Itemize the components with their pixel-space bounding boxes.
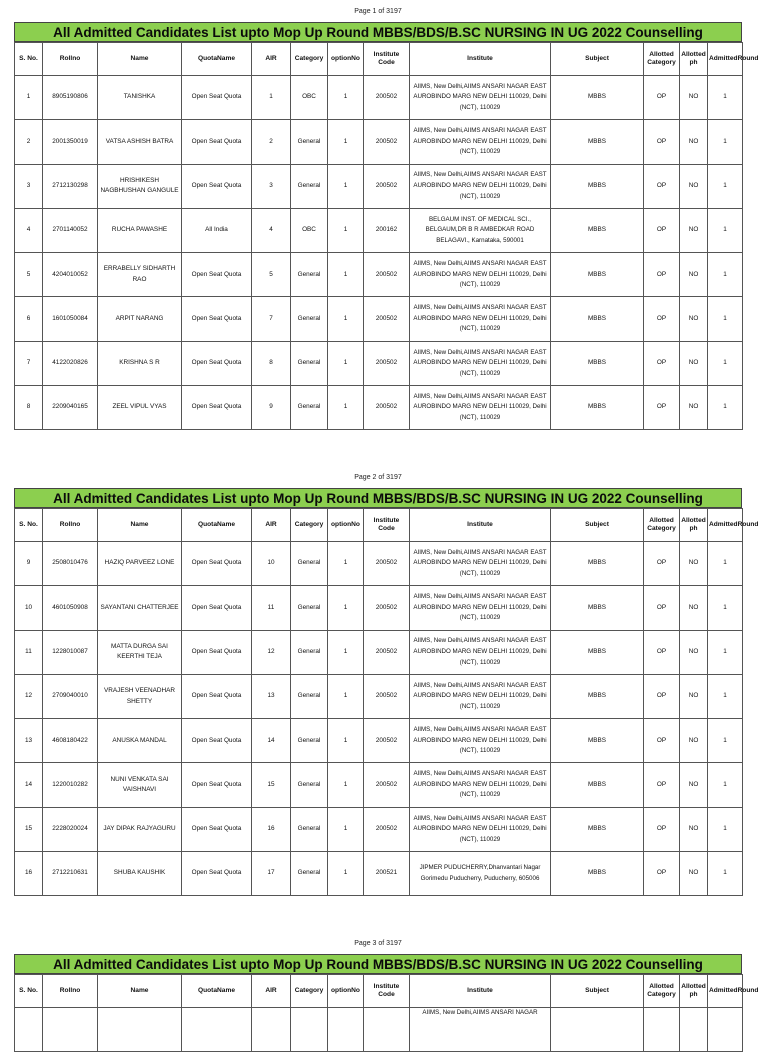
cell-subject: MBBS [551, 630, 644, 674]
cell-rollno: 2712130298 [43, 164, 98, 208]
cell-category: General [291, 674, 328, 718]
sheet [14, 954, 759, 1052]
cell-admitted-round: 1 [708, 586, 743, 630]
cell-sno: 8 [15, 386, 43, 430]
cell-air: 3 [252, 164, 291, 208]
table-row [15, 542, 743, 586]
cell-category: General [291, 164, 328, 208]
cell-sno: 2 [15, 120, 43, 164]
cell-air: 14 [252, 719, 291, 763]
cell-rollno: 2209040165 [43, 386, 98, 430]
cell-institute: AIIMS, New Delhi,AIIMS ANSARI NAGAR EAST AUROBINDO MARG NEW DELHI 110029, Delhi (NCT), 110029 [410, 719, 551, 763]
header-air: AIR [252, 509, 291, 542]
cell-quota: Open Seat Quota [182, 674, 252, 718]
cell-air: 9 [252, 386, 291, 430]
cell-subject: MBBS [551, 807, 644, 851]
cell-air: 1 [252, 76, 291, 120]
cell-subject: MBBS [551, 674, 644, 718]
cell-sno: 1 [15, 76, 43, 120]
cell-air: 7 [252, 297, 291, 341]
table-header [15, 975, 759, 1008]
cell-air: 16 [252, 807, 291, 851]
header-quota: QuotaName [182, 509, 252, 542]
cell-category: General [291, 852, 328, 896]
cell-allotted-ph: NO [680, 630, 708, 674]
table-row [15, 208, 743, 252]
header-subject: Subject [551, 43, 644, 76]
cell-allotted-ph: NO [680, 386, 708, 430]
page-title: All Admitted Candidates List upto Mop Up Round MBBS/BDS/B.SC NURSING IN UG 2022 Counselling [14, 954, 742, 974]
table-row [15, 1008, 743, 1052]
cell-option: 1 [328, 120, 364, 164]
cell-inst-code: 200502 [364, 586, 410, 630]
cell-admitted-round: 1 [708, 386, 743, 430]
cell-inst-code: 200502 [364, 297, 410, 341]
cell-allotted-ph: NO [680, 807, 708, 851]
cell-subject: MBBS [551, 386, 644, 430]
cell-option: 1 [328, 586, 364, 630]
cell-sno: 6 [15, 297, 43, 341]
header-allotted-category: Allotted Category [644, 975, 680, 1008]
cell-quota: Open Seat Quota [182, 76, 252, 120]
cell-rollno: 2001350019 [43, 120, 98, 164]
header-quota: QuotaName [182, 975, 252, 1008]
cell-option: 1 [328, 807, 364, 851]
page-title: All Admitted Candidates List upto Mop Up Round MBBS/BDS/B.SC NURSING IN UG 2022 Counselling [14, 22, 742, 42]
cell-name: KRISHNA S R [98, 341, 182, 385]
cell-category [291, 1008, 328, 1052]
cell-institute: AIIMS, New Delhi,AIIMS ANSARI NAGAR EAST AUROBINDO MARG NEW DELHI 110029, Delhi (NCT), 110029 [410, 76, 551, 120]
cell-sno: 5 [15, 253, 43, 297]
header-inst-code: Institute Code [364, 975, 410, 1008]
cell-subject: MBBS [551, 208, 644, 252]
cell-admitted-round: 1 [708, 542, 743, 586]
cell-sno: 10 [15, 586, 43, 630]
header-inst-code: Institute Code [364, 509, 410, 542]
cell-rollno: 2709040010 [43, 674, 98, 718]
header-name: Name [98, 43, 182, 76]
cell-name: ERRABELLY SIDHARTH RAO [98, 253, 182, 297]
cell-allotted-ph: NO [680, 586, 708, 630]
header-allotted-ph: Allotted ph [680, 509, 708, 542]
table-row [15, 763, 743, 807]
cell-quota: Open Seat Quota [182, 386, 252, 430]
cell-institute: AIIMS, New Delhi,AIIMS ANSARI NAGAR EAST AUROBINDO MARG NEW DELHI 110029, Delhi (NCT), 110029 [410, 763, 551, 807]
cell-institute: AIIMS, New Delhi,AIIMS ANSARI NAGAR [410, 1008, 551, 1052]
cell-allotted-category: OP [644, 852, 680, 896]
cell-allotted-ph: NO [680, 852, 708, 896]
cell-air: 8 [252, 341, 291, 385]
cell-category: General [291, 386, 328, 430]
cell-institute: AIIMS, New Delhi,AIIMS ANSARI NAGAR EAST AUROBINDO MARG NEW DELHI 110029, Delhi (NCT), 110029 [410, 630, 551, 674]
header-option: optionNo [328, 509, 364, 542]
cell-allotted-category: OP [644, 76, 680, 120]
cell-rollno: 4122020826 [43, 341, 98, 385]
header-allotted-ph: Allotted ph [680, 43, 708, 76]
cell-quota: Open Seat Quota [182, 341, 252, 385]
table-row [15, 586, 743, 630]
cell-name: SAYANTANI CHATTERJEE [98, 586, 182, 630]
cell-subject: MBBS [551, 719, 644, 763]
header-sno: S. No. [15, 975, 43, 1008]
cell-allotted-ph: NO [680, 76, 708, 120]
cell-name: TANISHKA [98, 76, 182, 120]
cell-institute: AIIMS, New Delhi,AIIMS ANSARI NAGAR EAST AUROBINDO MARG NEW DELHI 110029, Delhi (NCT), 110029 [410, 586, 551, 630]
cell-institute: AIIMS, New Delhi,AIIMS ANSARI NAGAR EAST AUROBINDO MARG NEW DELHI 110029, Delhi (NCT), 110029 [410, 120, 551, 164]
cell-allotted-ph: NO [680, 208, 708, 252]
pdf-page-3 [14, 940, 759, 1024]
header-sno: S. No. [15, 509, 43, 542]
header-subject: Subject [551, 975, 644, 1008]
cell-allotted-ph: NO [680, 763, 708, 807]
cell-institute: AIIMS, New Delhi,AIIMS ANSARI NAGAR EAST AUROBINDO MARG NEW DELHI 110029, Delhi (NCT), 110029 [410, 386, 551, 430]
table-header [15, 43, 759, 76]
cell-rollno: 2228020024 [43, 807, 98, 851]
cell-allotted-ph: NO [680, 164, 708, 208]
header-sno: S. No. [15, 43, 43, 76]
cell-subject: MBBS [551, 586, 644, 630]
cell-admitted-round: 1 [708, 120, 743, 164]
cell-rollno: 1601050084 [43, 297, 98, 341]
cell-allotted-ph: NO [680, 120, 708, 164]
table-body [15, 76, 743, 430]
header-inst-code: Institute Code [364, 43, 410, 76]
cell-quota: Open Seat Quota [182, 164, 252, 208]
cell-category: General [291, 807, 328, 851]
cell-name: VATSA ASHISH BATRA [98, 120, 182, 164]
table-row [15, 120, 743, 164]
cell-name: MATTA DURGA SAI KEERTHI TEJA [98, 630, 182, 674]
cell-option: 1 [328, 852, 364, 896]
cell-category: OBC [291, 208, 328, 252]
header-name: Name [98, 509, 182, 542]
page-label: Page 3 of 3197 [354, 940, 402, 947]
table-row [15, 297, 743, 341]
header-subject: Subject [551, 509, 644, 542]
header-rollno: Rollno [43, 975, 98, 1008]
cell-sno: 11 [15, 630, 43, 674]
cell-admitted-round: 1 [708, 76, 743, 120]
candidates-table [14, 508, 759, 896]
sheet [14, 488, 759, 896]
cell-allotted-ph: NO [680, 674, 708, 718]
page-label: Page 1 of 3197 [354, 8, 402, 15]
cell-name: HAZIQ PARVEEZ LONE [98, 542, 182, 586]
cell-quota: Open Seat Quota [182, 297, 252, 341]
cell-quota [182, 1008, 252, 1052]
cell-admitted-round: 1 [708, 674, 743, 718]
cell-institute: JIPMER PUDUCHERRY,Dhanvantari Nagar Gorimedu Puducherry, Puducherry, 605006 [410, 852, 551, 896]
cell-air: 13 [252, 674, 291, 718]
cell-category: General [291, 297, 328, 341]
cell-name [98, 1008, 182, 1052]
page-label: Page 2 of 3197 [354, 474, 402, 481]
cell-quota: All India [182, 208, 252, 252]
cell-name: ARPIT NARANG [98, 297, 182, 341]
cell-category: General [291, 719, 328, 763]
header-category: Category [291, 975, 328, 1008]
header-admitted-round: AdmittedRound [708, 975, 743, 1008]
cell-category: General [291, 542, 328, 586]
table-row [15, 341, 743, 385]
cell-option: 1 [328, 674, 364, 718]
cell-inst-code: 200162 [364, 208, 410, 252]
cell-inst-code: 200502 [364, 807, 410, 851]
cell-inst-code: 200502 [364, 386, 410, 430]
table-row [15, 164, 743, 208]
cell-air: 10 [252, 542, 291, 586]
cell-sno: 12 [15, 674, 43, 718]
cell-option [328, 1008, 364, 1052]
cell-institute: AIIMS, New Delhi,AIIMS ANSARI NAGAR EAST AUROBINDO MARG NEW DELHI 110029, Delhi (NCT), 110029 [410, 807, 551, 851]
table-row [15, 76, 743, 120]
cell-air: 12 [252, 630, 291, 674]
cell-rollno: 4204010052 [43, 253, 98, 297]
cell-quota: Open Seat Quota [182, 763, 252, 807]
cell-institute: AIIMS, New Delhi,AIIMS ANSARI NAGAR EAST AUROBINDO MARG NEW DELHI 110029, Delhi (NCT), 110029 [410, 297, 551, 341]
cell-institute: AIIMS, New Delhi,AIIMS ANSARI NAGAR EAST AUROBINDO MARG NEW DELHI 110029, Delhi (NCT), 110029 [410, 253, 551, 297]
cell-name: HRISHIKESH NAGBHUSHAN GANGULE [98, 164, 182, 208]
cell-allotted-ph: NO [680, 542, 708, 586]
cell-allotted-category: OP [644, 674, 680, 718]
cell-name: VRAJESH VEENADHAR SHETTY [98, 674, 182, 718]
header-category: Category [291, 43, 328, 76]
cell-sno: 4 [15, 208, 43, 252]
cell-option: 1 [328, 719, 364, 763]
table-row [15, 807, 743, 851]
cell-air: 11 [252, 586, 291, 630]
page-title: All Admitted Candidates List upto Mop Up Round MBBS/BDS/B.SC NURSING IN UG 2022 Counselling [14, 488, 742, 508]
cell-quota: Open Seat Quota [182, 542, 252, 586]
cell-subject: MBBS [551, 76, 644, 120]
cell-option: 1 [328, 542, 364, 586]
cell-institute: AIIMS, New Delhi,AIIMS ANSARI NAGAR EAST AUROBINDO MARG NEW DELHI 110029, Delhi (NCT), 110029 [410, 542, 551, 586]
header-rollno: Rollno [43, 43, 98, 76]
cell-subject: MBBS [551, 120, 644, 164]
cell-inst-code: 200502 [364, 763, 410, 807]
cell-allotted-category: OP [644, 386, 680, 430]
table-row [15, 253, 743, 297]
cell-category: General [291, 763, 328, 807]
cell-rollno: 2701140052 [43, 208, 98, 252]
cell-rollno: 2712210631 [43, 852, 98, 896]
cell-category: General [291, 630, 328, 674]
cell-admitted-round: 1 [708, 630, 743, 674]
cell-inst-code: 200502 [364, 674, 410, 718]
cell-inst-code: 200502 [364, 76, 410, 120]
cell-rollno: 1228010087 [43, 630, 98, 674]
cell-subject: MBBS [551, 341, 644, 385]
cell-option: 1 [328, 253, 364, 297]
cell-admitted-round: 1 [708, 208, 743, 252]
cell-allotted-category: OP [644, 763, 680, 807]
cell-subject: MBBS [551, 253, 644, 297]
cell-admitted-round: 1 [708, 763, 743, 807]
header-category: Category [291, 509, 328, 542]
cell-sno: 7 [15, 341, 43, 385]
cell-option: 1 [328, 763, 364, 807]
cell-allotted-category: OP [644, 719, 680, 763]
table-row [15, 630, 743, 674]
cell-sno: 15 [15, 807, 43, 851]
cell-admitted-round: 1 [708, 164, 743, 208]
cell-inst-code: 200502 [364, 120, 410, 164]
cell-inst-code [364, 1008, 410, 1052]
header-quota: QuotaName [182, 43, 252, 76]
cell-air: 17 [252, 852, 291, 896]
candidates-table [14, 42, 759, 430]
cell-subject: MBBS [551, 297, 644, 341]
cell-admitted-round [708, 1008, 743, 1052]
cell-quota: Open Seat Quota [182, 807, 252, 851]
cell-allotted-ph: NO [680, 253, 708, 297]
cell-air: 2 [252, 120, 291, 164]
cell-allotted-ph: NO [680, 341, 708, 385]
cell-institute: AIIMS, New Delhi,AIIMS ANSARI NAGAR EAST AUROBINDO MARG NEW DELHI 110029, Delhi (NCT), 110029 [410, 341, 551, 385]
cell-admitted-round: 1 [708, 852, 743, 896]
cell-subject: MBBS [551, 542, 644, 586]
cell-allotted-category: OP [644, 253, 680, 297]
cell-sno: 3 [15, 164, 43, 208]
cell-rollno: 4601050908 [43, 586, 98, 630]
cell-subject: MBBS [551, 852, 644, 896]
cell-rollno: 1220010282 [43, 763, 98, 807]
cell-inst-code: 200502 [364, 253, 410, 297]
cell-option: 1 [328, 630, 364, 674]
cell-admitted-round: 1 [708, 253, 743, 297]
cell-subject: MBBS [551, 164, 644, 208]
header-allotted-ph: Allotted ph [680, 975, 708, 1008]
cell-allotted-category: OP [644, 807, 680, 851]
cell-institute: BELGAUM INST. OF MEDICAL SCI., BELGAUM,DR B R AMBEDKAR ROAD BELAGAVI., Karnataka, 590001 [410, 208, 551, 252]
cell-name: ANUSKA MANDAL [98, 719, 182, 763]
cell-admitted-round: 1 [708, 297, 743, 341]
cell-air: 5 [252, 253, 291, 297]
cell-admitted-round: 1 [708, 719, 743, 763]
cell-allotted-ph: NO [680, 719, 708, 763]
cell-air: 4 [252, 208, 291, 252]
cell-inst-code: 200521 [364, 852, 410, 896]
cell-allotted-category: OP [644, 164, 680, 208]
cell-option: 1 [328, 208, 364, 252]
cell-inst-code: 200502 [364, 542, 410, 586]
cell-rollno [43, 1008, 98, 1052]
cell-quota: Open Seat Quota [182, 719, 252, 763]
cell-quota: Open Seat Quota [182, 120, 252, 164]
header-allotted-category: Allotted Category [644, 509, 680, 542]
cell-rollno: 4608180422 [43, 719, 98, 763]
cell-name: ZEEL VIPUL VYAS [98, 386, 182, 430]
table-row [15, 719, 743, 763]
cell-quota: Open Seat Quota [182, 852, 252, 896]
sheet [14, 22, 759, 430]
cell-allotted-category: OP [644, 341, 680, 385]
table-row [15, 674, 743, 718]
cell-option: 1 [328, 297, 364, 341]
header-air: AIR [252, 43, 291, 76]
cell-allotted-category: OP [644, 630, 680, 674]
cell-subject: MBBS [551, 763, 644, 807]
cell-admitted-round: 1 [708, 807, 743, 851]
cell-inst-code: 200502 [364, 164, 410, 208]
cell-allotted-category: OP [644, 120, 680, 164]
cell-quota: Open Seat Quota [182, 253, 252, 297]
table-row [15, 852, 743, 896]
cell-quota: Open Seat Quota [182, 586, 252, 630]
cell-sno: 13 [15, 719, 43, 763]
cell-admitted-round: 1 [708, 341, 743, 385]
header-name: Name [98, 975, 182, 1008]
cell-inst-code: 200502 [364, 341, 410, 385]
header-air: AIR [252, 975, 291, 1008]
cell-air [252, 1008, 291, 1052]
cell-option: 1 [328, 76, 364, 120]
cell-category: General [291, 586, 328, 630]
cell-sno: 14 [15, 763, 43, 807]
cell-institute: AIIMS, New Delhi,AIIMS ANSARI NAGAR EAST AUROBINDO MARG NEW DELHI 110029, Delhi (NCT), 110029 [410, 674, 551, 718]
cell-rollno: 8905190806 [43, 76, 98, 120]
cell-institute: AIIMS, New Delhi,AIIMS ANSARI NAGAR EAST AUROBINDO MARG NEW DELHI 110029, Delhi (NCT), 110029 [410, 164, 551, 208]
header-admitted-round: AdmittedRound [708, 509, 743, 542]
header-institute: Institute [410, 43, 551, 76]
cell-sno [15, 1008, 43, 1052]
header-rollno: Rollno [43, 509, 98, 542]
cell-air: 15 [252, 763, 291, 807]
cell-option: 1 [328, 164, 364, 208]
cell-inst-code: 200502 [364, 719, 410, 763]
cell-category: General [291, 253, 328, 297]
cell-name: SHUBA KAUSHIK [98, 852, 182, 896]
table-body [15, 1008, 743, 1052]
header-institute: Institute [410, 509, 551, 542]
cell-option: 1 [328, 341, 364, 385]
cell-rollno: 2508010476 [43, 542, 98, 586]
header-allotted-category: Allotted Category [644, 43, 680, 76]
cell-allotted-ph: NO [680, 297, 708, 341]
cell-name: NUNI VENKATA SAI VAISHNAVI [98, 763, 182, 807]
table-header [15, 509, 759, 542]
cell-allotted-category: OP [644, 586, 680, 630]
header-option: optionNo [328, 43, 364, 76]
cell-inst-code: 200502 [364, 630, 410, 674]
header-admitted-round: AdmittedRound [708, 43, 743, 76]
cell-category: General [291, 341, 328, 385]
cell-allotted-category: OP [644, 297, 680, 341]
cell-category: OBC [291, 76, 328, 120]
cell-name: RUCHA PAWASHE [98, 208, 182, 252]
table-body [15, 542, 743, 896]
candidates-table [14, 974, 759, 1052]
cell-allotted-category: OP [644, 542, 680, 586]
header-institute: Institute [410, 975, 551, 1008]
cell-subject [551, 1008, 644, 1052]
cell-allotted-category [644, 1008, 680, 1052]
cell-name: JAY DIPAK RAJYAGURU [98, 807, 182, 851]
header-option: optionNo [328, 975, 364, 1008]
table-row [15, 386, 743, 430]
cell-option: 1 [328, 386, 364, 430]
cell-allotted-ph [680, 1008, 708, 1052]
cell-category: General [291, 120, 328, 164]
cell-sno: 16 [15, 852, 43, 896]
cell-allotted-category: OP [644, 208, 680, 252]
cell-quota: Open Seat Quota [182, 630, 252, 674]
cell-sno: 9 [15, 542, 43, 586]
